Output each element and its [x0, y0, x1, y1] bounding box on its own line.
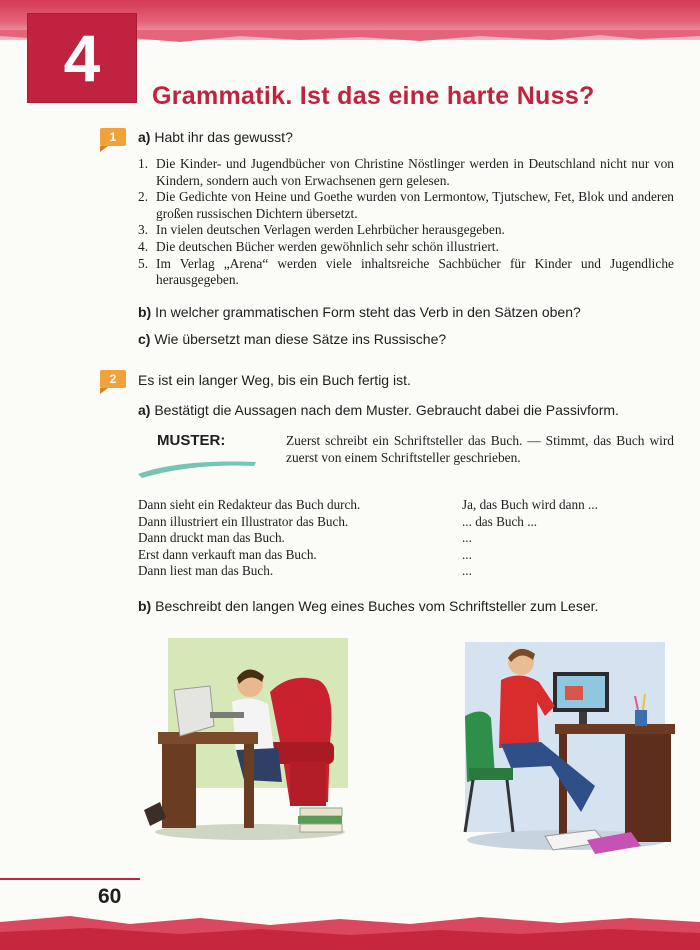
task2-intro: Es ist ein langer Weg, bis ein Buch fertig ist. [138, 372, 411, 388]
response-line: ... das Buch ... [462, 513, 538, 529]
response-line: ... [462, 563, 472, 579]
task1-question-a [138, 129, 293, 145]
task1-a-label: a) [138, 129, 151, 145]
statements-column [138, 497, 360, 580]
torn-edge-bottom [0, 912, 700, 950]
task1-question-b: b) In welcher grammatischen Form steht das Verb in den Sätzen oben? [138, 304, 581, 320]
task-badge-2: 2 [100, 370, 126, 388]
task-badge-1: 1 [100, 128, 126, 146]
response-line: ... [462, 530, 472, 546]
task1-a-text: Habt ihr das gewusst? [154, 129, 293, 145]
statement-line: Dann sieht ein Redakteur das Buch durch. [138, 497, 361, 512]
task2-question-a: a) Bestätigt die Aussagen nach dem Muster. Gebraucht dabei die Passivform. [138, 402, 619, 418]
muster-label: MUSTER: [157, 432, 226, 449]
illustration-reader-at-computer [455, 636, 680, 858]
page-number: 60 [98, 885, 122, 908]
statement-line: Dann illustriert ein Illustrator das Buch. [138, 513, 349, 529]
task2-question-b: b) Beschreibt den langen Weg eines Buches vom Schriftsteller zum Leser. [138, 598, 599, 614]
chapter-number-box [28, 14, 136, 102]
statement-line: Dann druckt man das Buch. [138, 530, 285, 546]
muster-brush-stroke [136, 454, 260, 480]
response-line: ... [462, 546, 472, 562]
page-number-rule [0, 878, 140, 880]
illustration-writer-at-computer [140, 632, 360, 842]
muster-example-text: Zuerst schreibt ein Schriftsteller das Buch. — Stimmt, das Buch wird zuerst von einem Schriftsteller geschrieben. [286, 433, 674, 465]
sentence-list [138, 156, 674, 289]
chapter-title: Grammatik. Ist das eine harte Nuss? [152, 82, 595, 110]
statement-line: Dann liest man das Buch. [138, 563, 274, 579]
list-item: 5. Im Verlag „Arena“ werden viele inhaltsreiche Sachbücher für Kinder und Jugendliche herausgegeben. [138, 255, 674, 288]
list-item: 4. Die deutschen Bücher werden gewöhnlich sehr schön illustriert. [138, 238, 499, 254]
statement-line: Erst dann verkauft man das Buch. [138, 546, 317, 562]
task1-question-c: c) Wie übersetzt man diese Sätze ins Russische? [138, 331, 447, 347]
responses-column [462, 497, 598, 580]
list-item: 2. Die Gedichte von Heine und Goethe wurden von Lermontow, Tjutschew, Fet, Blok und anderen großen russischen Dichtern übersetzt. [138, 189, 674, 221]
list-item: 3. In vielen deutschen Verlagen werden Lehrbücher herausgegeben. [138, 222, 505, 238]
chapter-number: 4 [63, 21, 101, 95]
response-line: Ja, das Buch wird dann ... [462, 497, 598, 512]
list-item: 1. Die Kinder- und Jugendbücher von Christine Nöstlinger werden in Deutschland nicht nur von Kindern, sondern auch von Erwachsenen gern gelesen. [138, 156, 674, 188]
